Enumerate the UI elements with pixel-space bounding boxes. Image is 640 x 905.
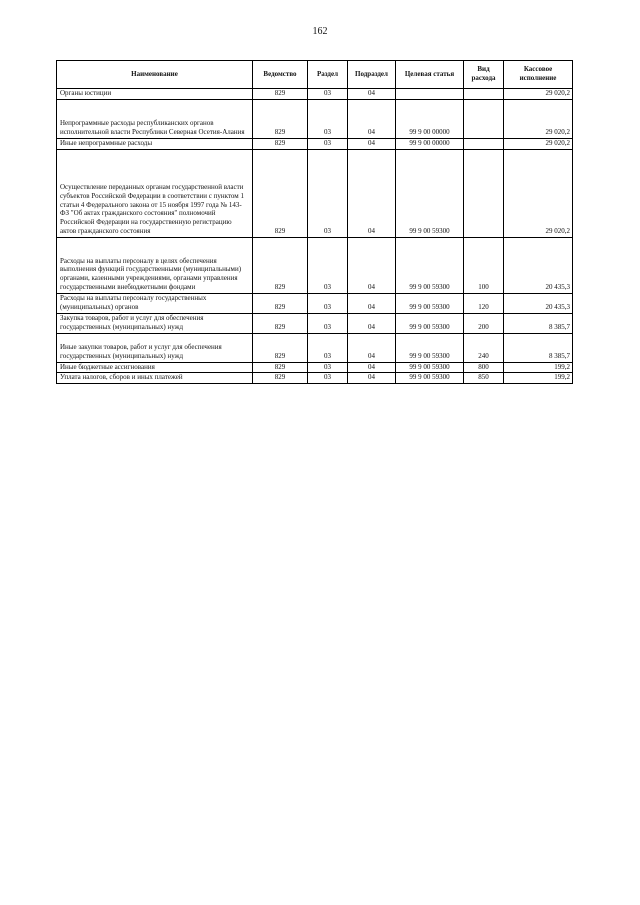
row-department: 829 (253, 138, 308, 149)
row-target-article: 99 9 00 00000 (396, 138, 464, 149)
budget-table (56, 60, 573, 384)
row-target-article: 99 9 00 59300 (396, 373, 464, 384)
row-section: 03 (308, 138, 348, 149)
header-target-article: Целевая статья (396, 61, 464, 89)
row-amount: 199,2 (504, 373, 573, 384)
row-department: 829 (253, 99, 308, 138)
header-cash-execution: Кассовое исполнение (504, 61, 573, 89)
row-expense-kind: 800 (464, 362, 504, 373)
row-subsection: 04 (348, 313, 396, 333)
row-target-article: 99 9 00 00000 (396, 99, 464, 138)
row-name: Осуществление переданных органам государственной власти субъектов Российской Федерации в соответствии с пунктом 1 статьи 4 Федерального закона от 15 ноября 1997 года № 143-ФЗ "Об актах гражданского состояния" полномочий Российской Федерации на государственную регистрацию актов гражданского состояния (57, 149, 253, 237)
row-target-article: 99 9 00 59300 (396, 313, 464, 333)
table-row (57, 313, 573, 333)
header-department: Ведомство (253, 61, 308, 89)
row-department: 829 (253, 89, 308, 100)
row-target-article: 99 9 00 59300 (396, 293, 464, 313)
header-row (57, 61, 573, 89)
row-department: 829 (253, 333, 308, 362)
row-section: 03 (308, 313, 348, 333)
row-section: 03 (308, 237, 348, 293)
row-subsection: 04 (348, 293, 396, 313)
table-row (57, 138, 573, 149)
page-number: 162 (312, 26, 328, 37)
row-subsection: 04 (348, 333, 396, 362)
row-name: Органы юстиции (57, 89, 253, 100)
row-department: 829 (253, 373, 308, 384)
row-department: 829 (253, 293, 308, 313)
row-department: 829 (253, 149, 308, 237)
row-expense-kind (464, 149, 504, 237)
row-name: Уплата налогов, сборов и иных платежей (57, 373, 253, 384)
row-name: Иные непрограммные расходы (57, 138, 253, 149)
table-row (57, 237, 573, 293)
row-name: Расходы на выплаты персоналу в целях обеспечения выполнения функций государственными (муниципальными) органами, казенными учреждениями, органами управления государственными внебюджетными фондами (57, 237, 253, 293)
row-section: 03 (308, 149, 348, 237)
row-amount: 8 385,7 (504, 333, 573, 362)
row-amount: 199,2 (504, 362, 573, 373)
row-section: 03 (308, 373, 348, 384)
row-target-article: 99 9 00 59300 (396, 149, 464, 237)
row-section: 03 (308, 362, 348, 373)
table-row (57, 99, 573, 138)
table-row (57, 293, 573, 313)
header-subsection: Подраздел (348, 61, 396, 89)
row-section: 03 (308, 89, 348, 100)
row-department: 829 (253, 237, 308, 293)
row-section: 03 (308, 99, 348, 138)
row-name: Непрограммные расходы республиканских органов исполнительной власти Республики Северная Осетия-Алания (57, 99, 253, 138)
table-row (57, 89, 573, 100)
row-subsection: 04 (348, 149, 396, 237)
row-expense-kind (464, 89, 504, 100)
row-name: Расходы на выплаты персоналу государственных (муниципальных) органов (57, 293, 253, 313)
row-amount: 20 435,3 (504, 293, 573, 313)
row-subsection: 04 (348, 138, 396, 149)
table-row (57, 149, 573, 237)
row-section: 03 (308, 333, 348, 362)
row-target-article: 99 9 00 59300 (396, 333, 464, 362)
row-expense-kind: 850 (464, 373, 504, 384)
row-amount: 20 435,3 (504, 237, 573, 293)
row-amount: 8 385,7 (504, 313, 573, 333)
table-row (57, 373, 573, 384)
table-row (57, 362, 573, 373)
row-subsection: 04 (348, 99, 396, 138)
row-expense-kind: 120 (464, 293, 504, 313)
row-amount: 29 020,2 (504, 89, 573, 100)
row-expense-kind: 240 (464, 333, 504, 362)
row-section: 03 (308, 293, 348, 313)
row-target-article: 99 9 00 59300 (396, 237, 464, 293)
row-expense-kind (464, 138, 504, 149)
row-target-article (396, 89, 464, 100)
row-expense-kind: 100 (464, 237, 504, 293)
row-amount: 29 020,2 (504, 138, 573, 149)
row-target-article: 99 9 00 59300 (396, 362, 464, 373)
row-subsection: 04 (348, 89, 396, 100)
row-name: Иные закупки товаров, работ и услуг для обеспечения государственных (муниципальных) нужд (57, 333, 253, 362)
row-amount: 29 020,2 (504, 99, 573, 138)
row-name: Закупка товаров, работ и услуг для обеспечения государственных (муниципальных) нужд (57, 313, 253, 333)
row-amount: 29 020,2 (504, 149, 573, 237)
row-expense-kind (464, 99, 504, 138)
row-expense-kind: 200 (464, 313, 504, 333)
header-section: Раздел (308, 61, 348, 89)
row-subsection: 04 (348, 237, 396, 293)
row-subsection: 04 (348, 373, 396, 384)
row-department: 829 (253, 362, 308, 373)
row-department: 829 (253, 313, 308, 333)
header-name: Наименование (57, 61, 253, 89)
row-subsection: 04 (348, 362, 396, 373)
header-expense-kind: Вид расхода (464, 61, 504, 89)
table-row (57, 333, 573, 362)
row-name: Иные бюджетные ассигнования (57, 362, 253, 373)
